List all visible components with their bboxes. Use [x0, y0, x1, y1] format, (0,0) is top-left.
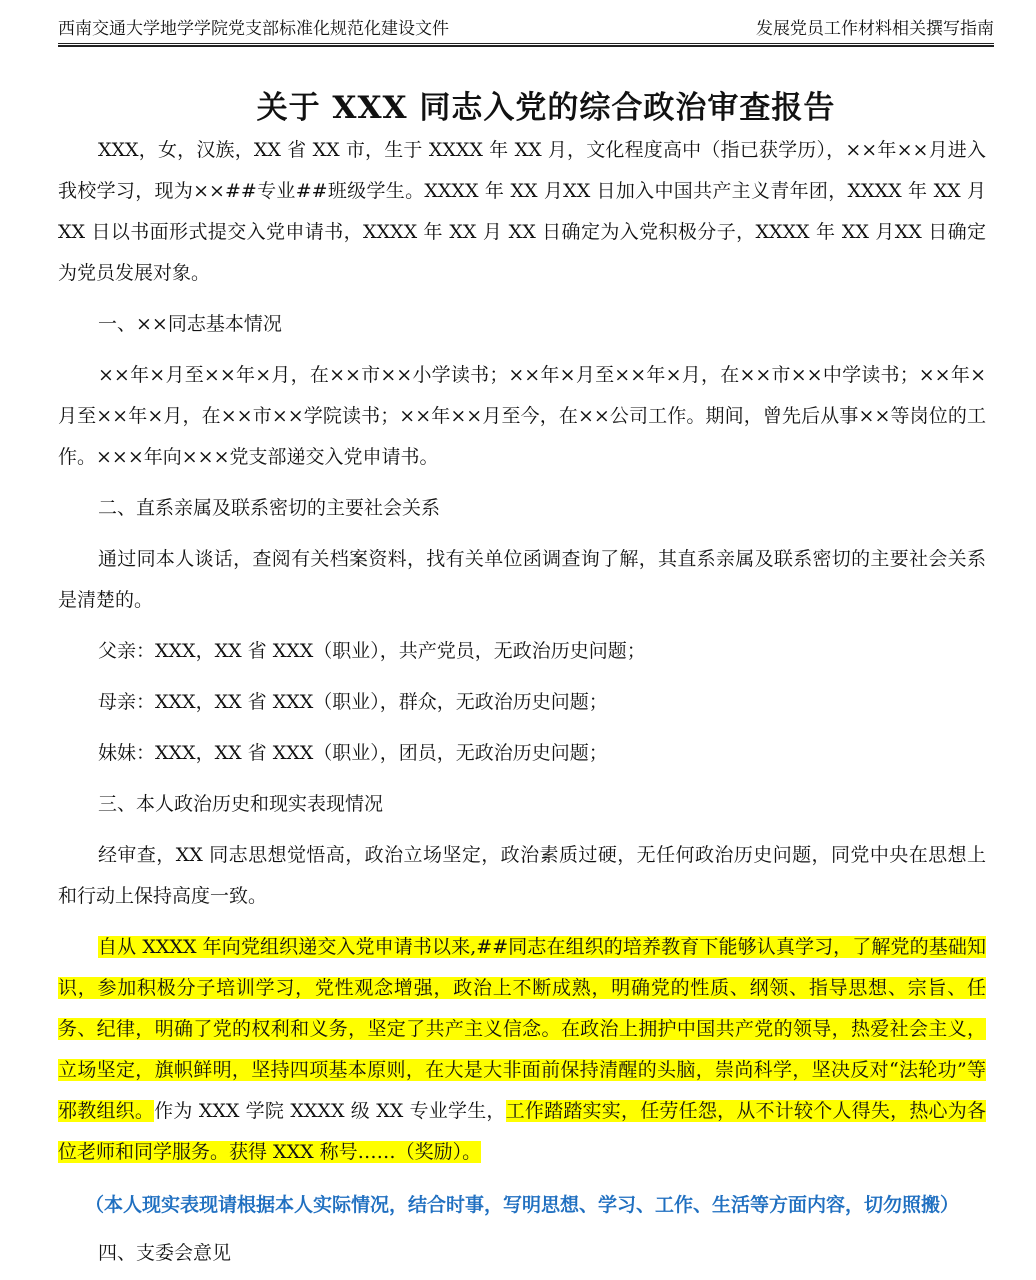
- relation-father: 父亲：XXX，XX 省 XXX（职业），共产党员，无政治历史问题；: [98, 640, 646, 662]
- page-header: [58, 14, 994, 44]
- highlighted-text-2: 工作踏踏实实，任劳任怨，从不计较个人得失，热心为各位老师和同学服务。获得 XXX 称号……（奖励）。: [58, 1100, 986, 1163]
- performance-paragraph: [58, 927, 986, 1173]
- document-body: [58, 130, 986, 1274]
- document-title: 关于 XXX 同志入党的综合政治审查报告: [256, 90, 836, 126]
- intro-paragraph: XXX，女，汉族，XX 省 XX 市，生于 XXXX 年 XX 月，文化程度高中（指已获学历），××年××月进入我校学习，现为××##专业##班级学生。XXXX 年 XX 月XX 日加入中国共产主义青年团，XXXX 年 XX 月 XX 日以书面形式提交入党申请书，XXXX 年 XX 月 XX 日确定为入党积极分子，XXXX 年 XX 月XX 日确定为党员发展对象。: [58, 139, 986, 284]
- section3-paragraph: 经审查，XX 同志思想觉悟高，政治立场坚定，政治素质过硬，无任何政治历史问题，同党中央在思想上和行动上保持高度一致。: [58, 844, 986, 907]
- header-right-text: 发展党员工作材料相关撰写指南: [756, 19, 994, 39]
- section2-paragraph: 通过同本人谈话，查阅有关档案资料，找有关单位函调查询了解，其直系亲属及联系密切的主要社会关系是清楚的。: [58, 548, 986, 611]
- relation-mother: 母亲：XXX，XX 省 XXX（职业），群众，无政治历史问题；: [98, 691, 608, 713]
- section1-heading: 一、××同志基本情况: [98, 313, 282, 335]
- highlighted-text-1: 自从 XXXX 年向党组织递交入党申请书以来,##同志在组织的培养教育下能够认真学习，了解党的基础知识，参加积极分子培训学习，党性观念增强，政治上不断成熟，明确党的性质、纲领、指导思想、宗旨、任务、纪律，明确了党的权利和义务，坚定了共产主义信念。在政治上拥护中国共产党的领导，热爱社会主义，立场坚定，旗帜鲜明，坚持四项基本原则，在大是大非面前保持清醒的头脑，崇尚科学，坚决反对“法轮功”等邪教组织。: [58, 936, 986, 1122]
- section3-heading: 三、本人政治历史和现实表现情况: [98, 793, 384, 815]
- section1-paragraph: ××年×月至××年×月，在××市××小学读书；××年×月至××年×月，在××市××中学读书；××年×月至××年×月，在××市××学院读书；××年××月至今，在××公司工作。期间，曾先后从事××等岗位的工作。×××年向×××党支部递交入党申请书。: [58, 364, 986, 468]
- section2-heading: 二、直系亲属及联系密切的主要社会关系: [98, 497, 441, 519]
- relation-sister: 妹妹：XXX，XX 省 XXX（职业），团员，无政治历史问题；: [98, 742, 608, 764]
- section4-heading: 四、支委会意见: [98, 1242, 232, 1264]
- guidance-note: （本人现实表现请根据本人实际情况，结合时事，写明思想、学习、工作、生活等方面内容，切勿照搬）: [84, 1194, 959, 1216]
- plain-text: 作为 XXX 学院 XXXX 级 XX 专业学生，: [154, 1100, 506, 1122]
- header-left-text: 西南交通大学地学学院党支部标准化规范化建设文件: [58, 19, 449, 39]
